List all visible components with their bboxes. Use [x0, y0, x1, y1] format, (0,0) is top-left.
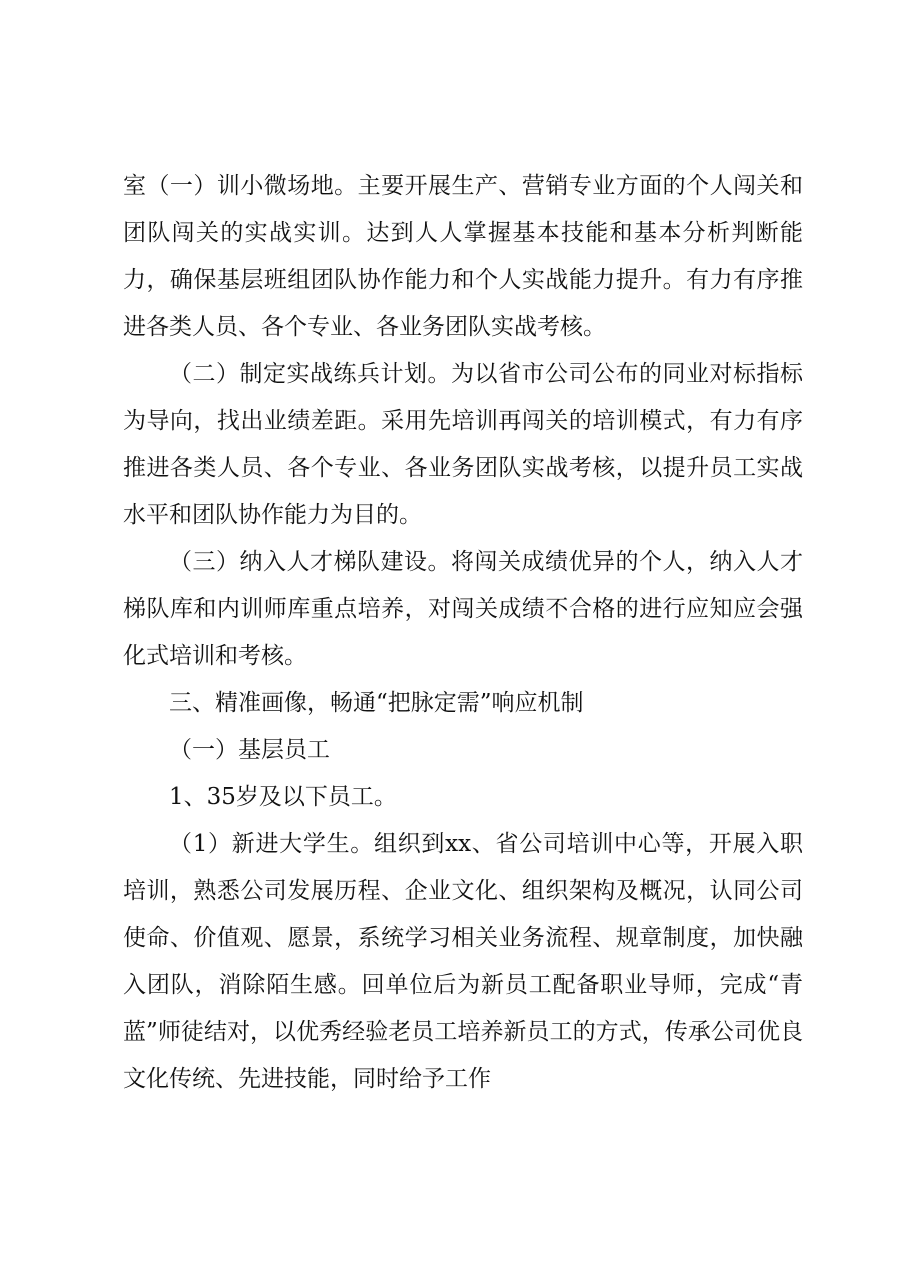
document-body: [123, 163, 803, 1103]
paragraph-1: 室（一）训小微场地。主要开展生产、营销专业方面的个人闯关和团队闯关的实战实训。达到人人掌握基本技能和基本分析判断能力，确保基层班组团队协作能力和个人实战能力提升。有力有序推进各类人员、各个专业、各业务团队实战考核。: [123, 173, 803, 340]
subsection-heading: （一）基层员工: [169, 737, 330, 763]
section-heading: 三、精准画像，畅通“把脉定需”响应机制: [169, 690, 584, 716]
paragraph-2: （二）制定实战练兵计划。为以省市公司公布的同业对标指标为导向，找出业绩差距。采用先培训再闯关的培训模式，有力有序推进各类人员、各个专业、各业务团队实战考核，以提升员工实战水平和团队协作能力为目的。: [123, 361, 803, 528]
item-heading: 1、35岁及以下员工。: [169, 784, 397, 810]
paragraph-3: （三）纳入人才梯队建设。将闯关成绩优异的个人，纳入人才梯队库和内训师库重点培养，对闯关成绩不合格的进行应知应会强化式培训和考核。: [123, 549, 803, 669]
paragraph-7: （1）新进大学生。组织到xx、省公司培训中心等，开展入职培训，熟悉公司发展历程、企业文化、组织架构及概况，认同公司使命、价值观、愿景，系统学习相关业务流程、规章制度，加快融入团队，消除陌生感。回单位后为新员工配备职业导师，完成“青蓝”师徒结对，以优秀经验老员工培养新员工的方式，传承公司优良文化传统、先进技能，同时给予工作: [123, 831, 803, 1092]
